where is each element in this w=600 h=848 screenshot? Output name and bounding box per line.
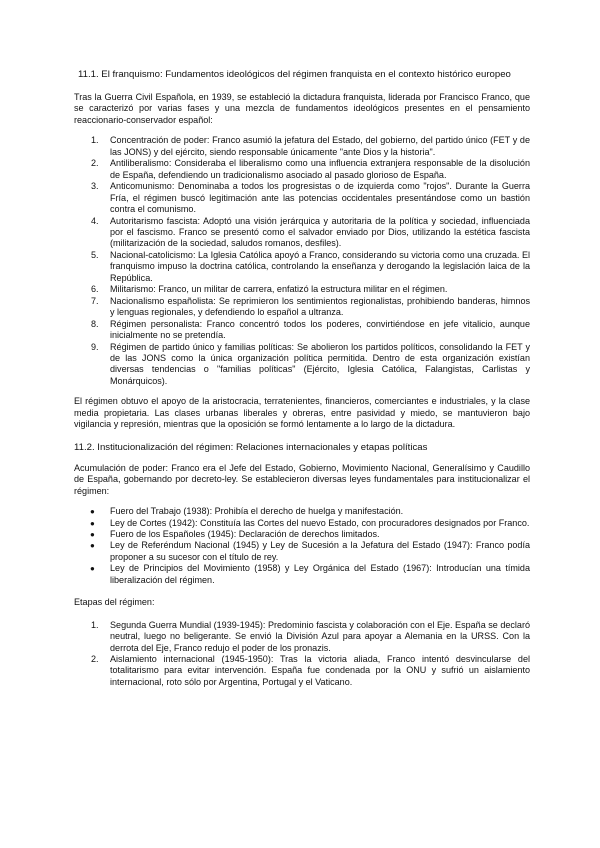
bullet-icon: ● [90,518,95,528]
list-item: ● Ley de Principios del Movimiento (1958) y Ley Orgánica del Estado (1967): Introducían una tímida liberalización del régimen. [90,563,530,585]
bullet-icon: ● [90,529,95,539]
list-item: 4. Autoritarismo fascista: Adoptó una visión jerárquica y autoritaria de la política y sociedad, influenciada por el fascismo. Franco se presentó como el salvador enviado por Dios, utilizando la estética fascista (militarización de la sociedad, saludos romanos, desfiles). [91,215,530,249]
bullet-icon: ● [90,564,95,574]
list-item: ● Ley de Cortes (1942): Constituía las Cortes del nuevo Estado, con procuradores designados por Franco. [90,517,530,528]
list-item: 9. Régimen de partido único y familias políticas: Se abolieron los partidos políticos, consolidando la FET y de las JONS como la única organización política permitida. Dentro de esta organización existían diversas tendencias o "familias políticas" (Ejército, Iglesia Católica, Falangistas, Carlistas y Monárquicos). [91,341,530,386]
list-item: ● Fuero de los Españoles (1945): Declaración de derechos limitados. [90,528,380,539]
list-item: 1. Segunda Guerra Mundial (1939-1945): Predominio fascista y colaboración con el Eje. España se declaró neutral, luego no beligerante. Se envió la División Azul para apoyar a Alemania en la URSS. Con la derrota del Eje, Franco redujo el poder de los pronazis. [91,619,530,653]
stages-label: Etapas del régimen: [74,597,155,608]
list-item: ● Ley de Referéndum Nacional (1945) y Ley de Sucesión a la Jefatura del Estado (1947): Franco podía proponer a su sucesor con el título de rey. [90,540,530,562]
list-item: 2. Antiliberalismo: Consideraba el liberalismo como una influencia extranjera responsable de la disolución de España, defendiendo un tradicionalismo asociado al pasado glorioso de España. [91,158,530,180]
section-2-intro: Acumulación de poder: Franco era el Jefe del Estado, Gobierno, Movimiento Nacional, Generalísimo y Caudillo de España, gobernando por decreto-ley. Se establecieron diversas leyes fundamentales para institucionalizar el régimen: [74,462,530,496]
laws-list [74,506,530,586]
bullet-icon: ● [90,507,95,517]
list-item: 1. Concentración de poder: Franco asumió la jefatura del Estado, del gobierno, del partido único (FET y de las JONS) y del ejército, siendo responsable únicamente "ante Dios y la historia". [91,135,530,157]
section-2-title: 11.2. Institucionalización del régimen: Relaciones internacionales y etapas políticas [74,441,428,453]
bullet-icon: ● [90,541,95,551]
list-item: 2. Aislamiento internacional (1945-1950): Tras la victoria aliada, Franco intentó desvincularse del totalitarismo para evitar intervención. España fue condenada por la ONU y sufrió un aislamiento internacional, roto sólo por Argentina, Portugal y el Vaticano. [91,654,530,687]
list-item: 7. Nacionalismo españolista: Se reprimieron los sentimientos regionalistas, prohibiendo banderas, himnos y lenguas regionales, y defendiendo lo español a ultranza. [91,295,530,318]
section-1-closing: El régimen obtuvo el apoyo de la aristocracia, terratenientes, financieros, comerciantes e industriales, y la clase media propietaria. Las clases urbanas liberales y obreras, entre pasividad y miedo, se mantuvieron bajo vigilancia y represión, mientras que la oposición se formó lentamente a lo largo de la dictadura. [74,396,530,430]
section-1-intro: Tras la Guerra Civil Española, en 1939, se estableció la dictadura franquista, liderada por Francisco Franco, que se caracterizó por varias fases y una mezcla de fundamentos ideológicos presentes en el pensamiento reaccionario-conservador español: [74,92,530,125]
document-page [74,69,530,688]
list-item: 8. Régimen personalista: Franco concentró todos los poderes, convirtiéndose en jefe vitalicio, aunque inicialmente no se pretendía. [91,318,530,341]
list-item: 3. Anticomunismo: Denominaba a todos los progresistas o de izquierda como "rojos". Durante la Guerra Fría, el régimen buscó legitimación ante las potencias occidentales presentándose como un bastión contra el comunismo. [91,181,530,215]
stages-list [74,620,530,689]
ideology-list [74,135,530,387]
section-1-title: 11.1. El franquismo: Fundamentos ideológicos del régimen franquista en el contexto histórico europeo [78,69,511,80]
list-item: 6. Militarismo: Franco, un militar de carrera, enfatizó la estructura militar en el régimen. [91,284,448,295]
list-item: 5. Nacional-catolicismo: La Iglesia Católica apoyó a Franco, considerando su victoria como una cruzada. El franquismo impuso la doctrina católica, controlando la enseñanza y derogando la legislación laica de la República. [91,249,530,283]
list-item: ● Fuero del Trabajo (1938): Prohibía el derecho de huelga y manifestación. [90,506,404,517]
